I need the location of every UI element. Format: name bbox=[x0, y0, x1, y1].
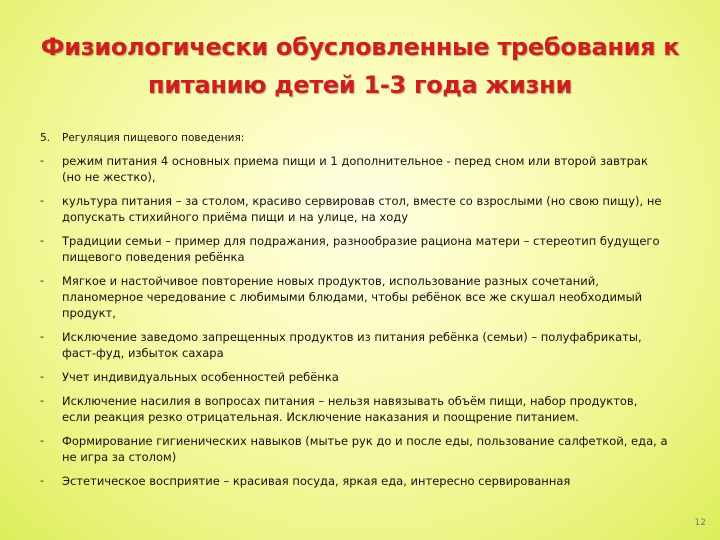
bullet-marker: - bbox=[40, 474, 44, 487]
section-heading bbox=[40, 130, 668, 146]
list-item-text: Исключение насилия в вопросах питания – нельзя навязывать объём пищи, набор продуктов, если реакция резко отрицательная. Исключение наказания и поощрение питанием. bbox=[62, 394, 638, 424]
list-item-text: режим питания 4 основных приема пищи и 1 дополнительное - перед сном или второй завтрак (но не жестко), bbox=[62, 154, 648, 184]
list-item bbox=[40, 329, 668, 361]
bullet-marker: - bbox=[40, 194, 44, 207]
list-item bbox=[40, 369, 668, 385]
bullet-marker: - bbox=[40, 434, 44, 447]
list-item bbox=[40, 153, 668, 185]
list-item bbox=[40, 433, 668, 465]
list-item-text: культура питания – за столом, красиво сервировав стол, вместе со взрослыми (но свою пищу), не допускать стихийного приёма пищи и на улице, на ходу bbox=[62, 194, 662, 224]
list-item-text: Эстетическое восприятие – красивая посуда, яркая еда, интересно сервированная bbox=[62, 474, 571, 488]
slide-title: Физиологически обусловленные требования к питанию детей 1-3 года жизни bbox=[40, 33, 680, 99]
list-item-text: Традиции семьи – пример для подражания, разнообразие рациона матери – стереотип будущего пищевого поведения ребёнка bbox=[62, 234, 660, 264]
bullet-marker: - bbox=[40, 234, 44, 247]
list-item bbox=[40, 273, 668, 321]
section-number: 5. bbox=[40, 132, 51, 144]
list-item bbox=[40, 393, 668, 425]
list-item-text: Учет индивидуальных особенностей ребёнка bbox=[62, 370, 339, 384]
bullet-marker: - bbox=[40, 274, 44, 287]
bullet-marker: - bbox=[40, 394, 44, 407]
list-item bbox=[40, 233, 668, 265]
bullet-marker: - bbox=[40, 370, 44, 383]
slide-content bbox=[40, 130, 668, 497]
bullet-marker: - bbox=[40, 330, 44, 343]
list-item-text: Формирование гигиенических навыков (мытье рук до и после еды, пользование салфеткой, еда, а не игра за столом) bbox=[62, 434, 668, 464]
list-item-text: Мягкое и настойчивое повторение новых продуктов, использование разных сочетаний, планомерное чередование с любимыми блюдами, чтобы ребёнок все же скушал необходимый продукт, bbox=[62, 274, 643, 320]
section-title: Регуляция пищевого поведения: bbox=[62, 132, 245, 144]
list-item-text: Исключение заведомо запрещенных продуктов из питания ребёнка (семьи) – полуфабрикаты, фаст-фуд, избыток сахара bbox=[62, 330, 642, 360]
list-item bbox=[40, 473, 668, 489]
list-item bbox=[40, 193, 668, 225]
page-number: 12 bbox=[694, 518, 706, 528]
bullet-marker: - bbox=[40, 154, 44, 167]
